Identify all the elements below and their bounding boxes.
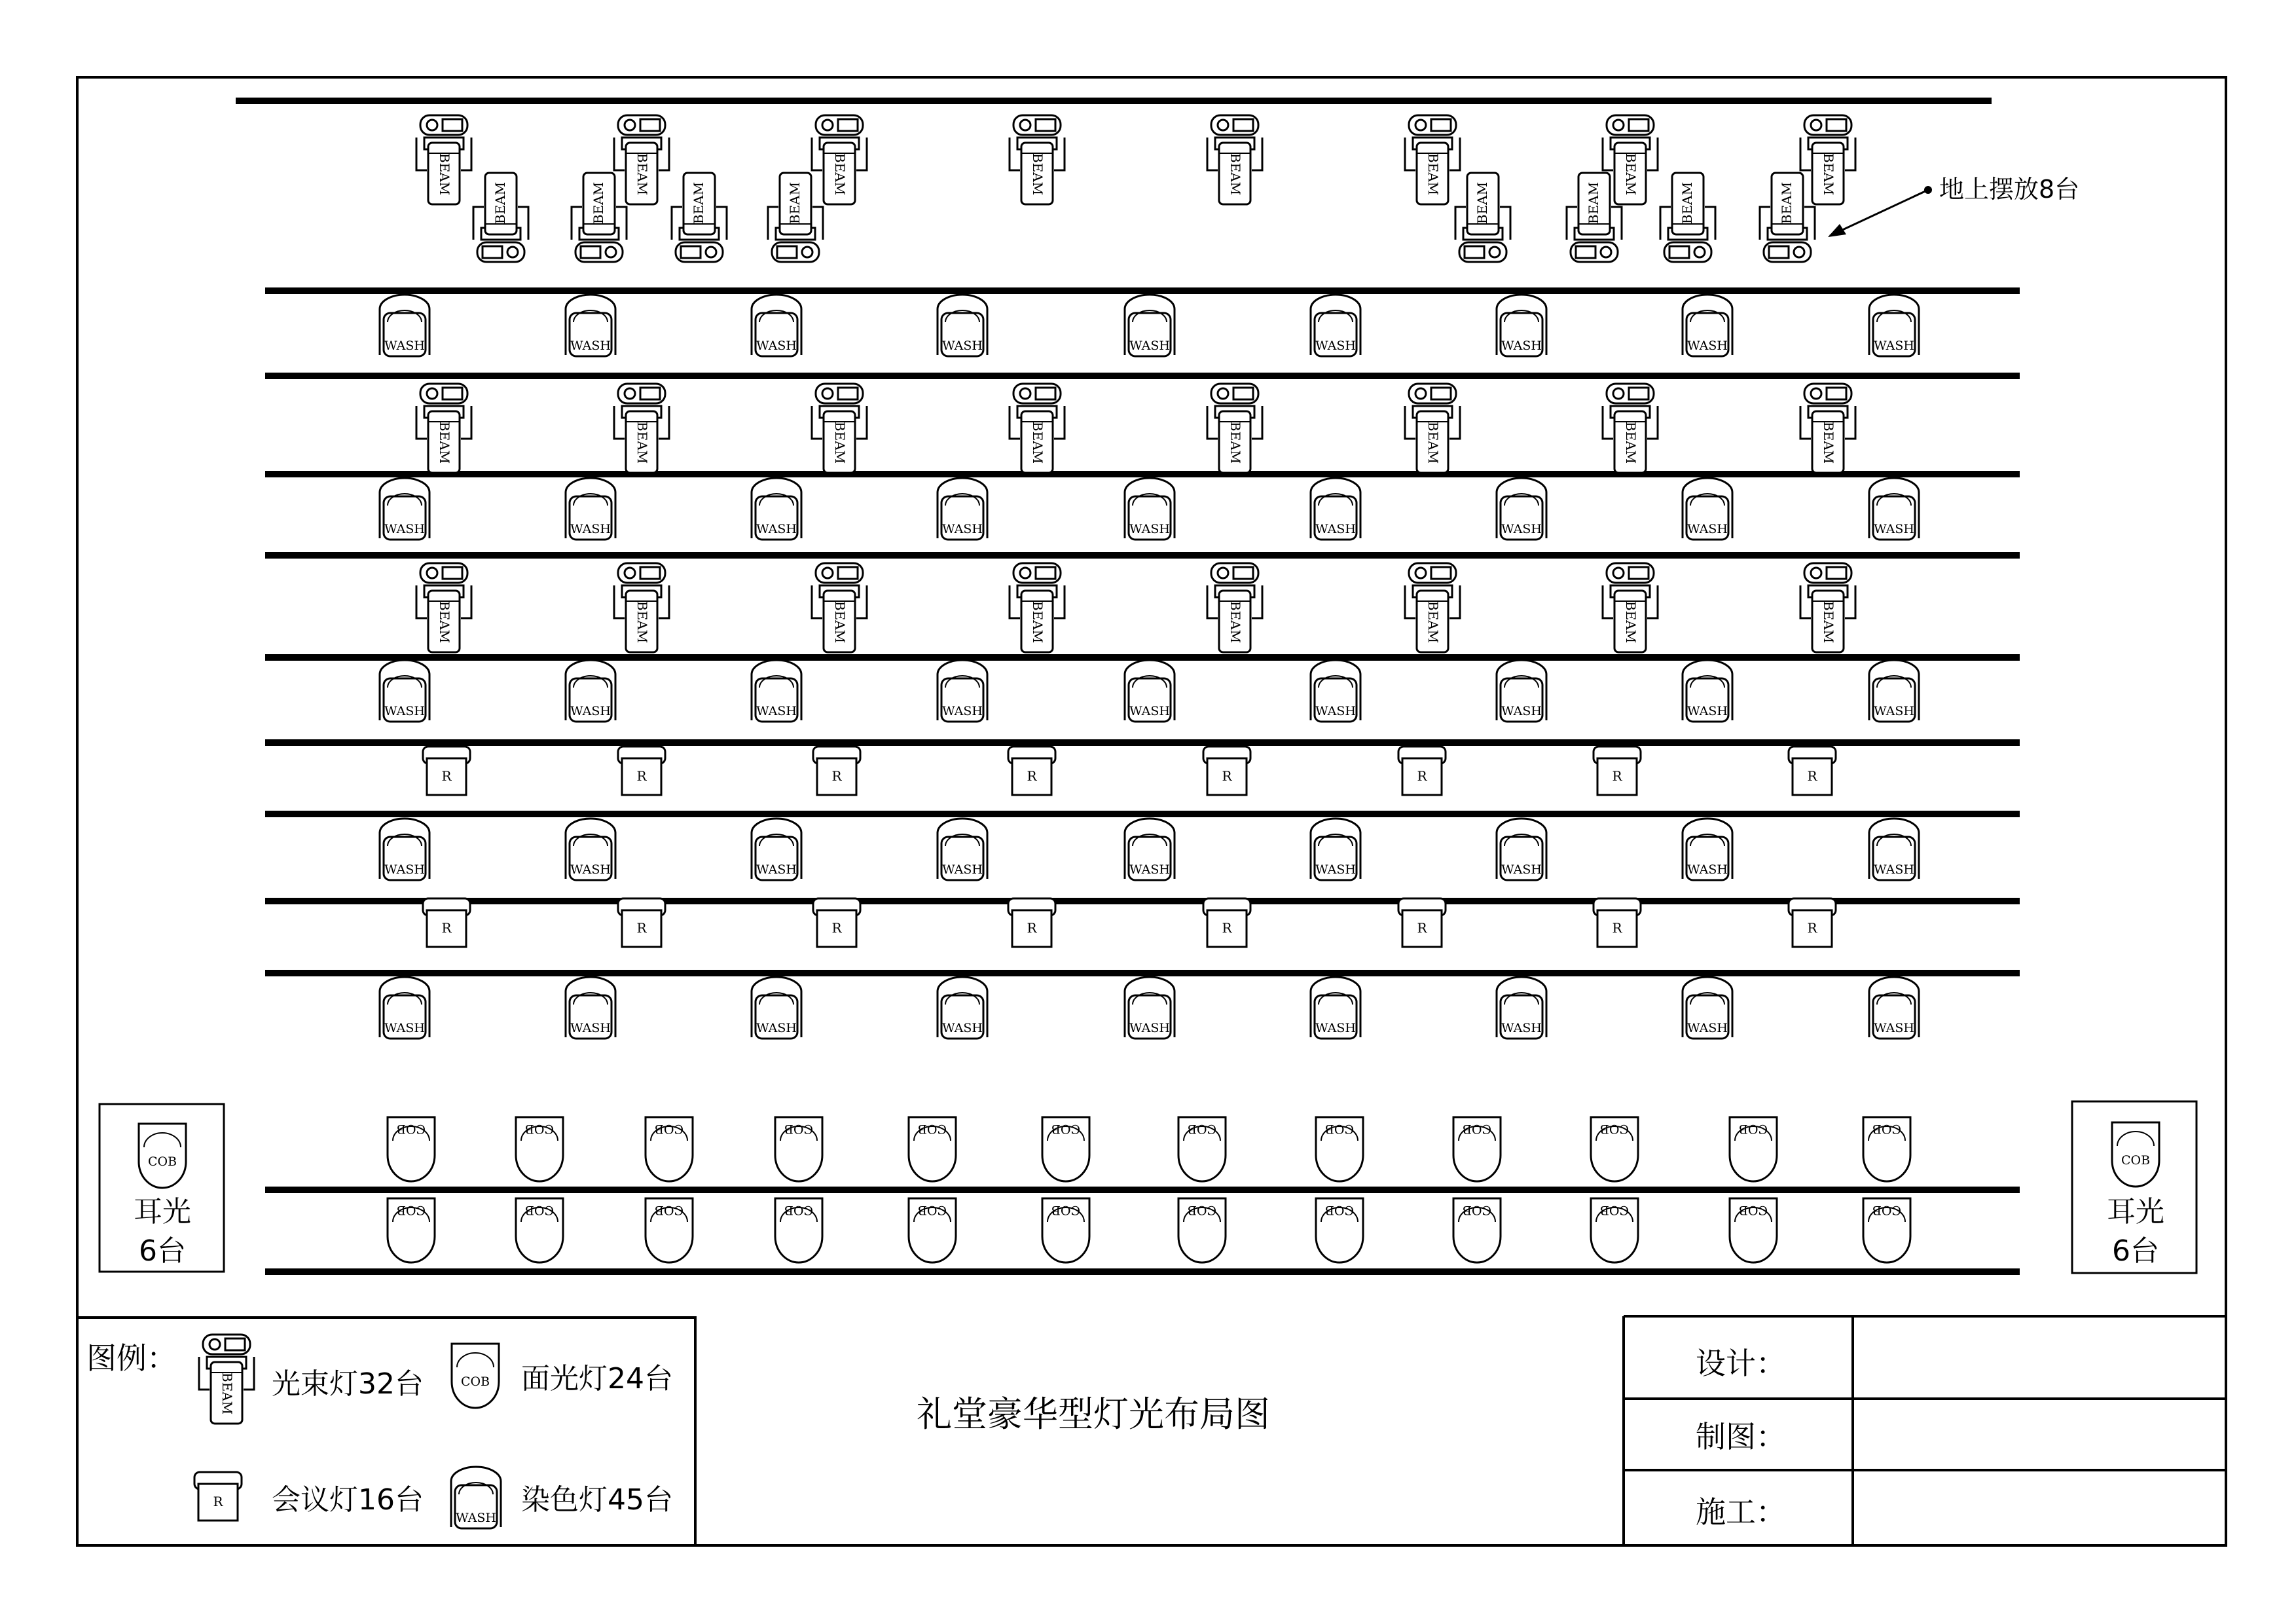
legend-cob-fixture	[452, 1344, 499, 1408]
wash-fixture	[1311, 295, 1360, 356]
wash-fixture-label: WASH	[1501, 1021, 1542, 1035]
wash-fixture	[1497, 819, 1546, 880]
wash-fixture	[566, 977, 615, 1039]
cob-fixture-label: COB	[1872, 1203, 1902, 1217]
wash-fixture-label: WASH	[756, 522, 797, 536]
wash-fixtures	[380, 295, 1919, 1039]
beam-fixture	[614, 115, 669, 204]
cob-fixture-label: COB	[1599, 1122, 1630, 1136]
legend-beam-text: 光束灯32台	[272, 1367, 424, 1401]
conference-fixture	[1398, 747, 1446, 795]
wash-fixture	[1497, 977, 1546, 1039]
wash-fixture-label: WASH	[384, 862, 425, 877]
wash-fixture	[1497, 478, 1546, 540]
wash-fixture	[566, 660, 615, 722]
conference-fixture-label: R	[1222, 768, 1232, 784]
beam-fixture-label: BEAM	[437, 600, 452, 644]
beam-fixture	[1207, 115, 1262, 204]
beam-fixture	[812, 563, 867, 652]
wash-fixture-label: WASH	[1501, 862, 1542, 877]
conference-fixture	[423, 747, 470, 795]
cob-fixture-label: COB	[1872, 1122, 1902, 1136]
conference-fixture-label: R	[1807, 920, 1817, 936]
wash-fixture	[1125, 478, 1175, 540]
floor-note: 地上摆放8台	[1939, 175, 2080, 204]
cob-fixture	[1042, 1198, 1089, 1263]
floor-note-callout	[1828, 175, 2079, 237]
wash-fixture	[1683, 819, 1732, 880]
wash-fixture-label: WASH	[1874, 704, 1914, 718]
wash-fixture	[1311, 660, 1360, 722]
wash-fixture	[752, 660, 801, 722]
wash-fixture-label: WASH	[1687, 339, 1728, 353]
beam-fixture	[1207, 384, 1262, 473]
conference-fixture	[1203, 747, 1250, 795]
wash-fixture	[1311, 977, 1360, 1039]
wash-fixture	[380, 295, 429, 356]
wash-fixture-label: WASH	[384, 704, 425, 718]
beam-fixture-label: BEAM	[437, 153, 452, 196]
legend-beam-fixture-label: BEAM	[219, 1372, 235, 1415]
wash-fixture	[1683, 660, 1732, 722]
beam-fixture-label: BEAM	[1425, 600, 1441, 644]
wash-fixture-label: WASH	[1501, 522, 1542, 536]
wash-fixture-label: WASH	[1129, 522, 1170, 536]
legend-wash-fixture	[451, 1467, 501, 1528]
conference-fixture	[1594, 898, 1641, 947]
beam-fixture	[1010, 115, 1065, 204]
wash-fixture	[752, 478, 801, 540]
beam-fixture	[614, 384, 669, 473]
floor-beam-fixture	[572, 173, 627, 262]
beam-fixture-label: BEAM	[634, 153, 650, 196]
wash-fixture-label: WASH	[570, 862, 611, 877]
cob-fixture-label: COB	[1738, 1203, 1768, 1217]
cob-fixture-label: COB	[1051, 1122, 1081, 1136]
cob-fixture-label: COB	[784, 1122, 814, 1136]
floor-beam-fixture	[1760, 173, 1815, 262]
wash-fixture	[380, 819, 429, 880]
floor-beam-fixture-label: BEAM	[1586, 181, 1601, 225]
beam-fixture-label: BEAM	[1821, 421, 1836, 464]
beam-fixture	[614, 563, 669, 652]
wash-fixture	[938, 660, 987, 722]
beam-fixture	[1603, 115, 1658, 204]
left-ear-count: 6台	[139, 1234, 186, 1268]
cob-fixture-label: COB	[1324, 1122, 1355, 1136]
cob-fixture-label: COB	[1187, 1203, 1217, 1217]
beam-fixture-label: BEAM	[1821, 600, 1836, 644]
wash-fixture-label: WASH	[1315, 1021, 1356, 1035]
wash-fixture-label: WASH	[1501, 339, 1542, 353]
floor-beam-fixture	[473, 173, 528, 262]
beam-fixture-label: BEAM	[1623, 421, 1639, 464]
drawing-title: 礼堂豪华型灯光布局图	[917, 1393, 1270, 1435]
cob-light-icon	[452, 1344, 499, 1408]
beam-light-icon	[199, 1335, 254, 1424]
floor-beam-fixture	[768, 173, 823, 262]
wash-fixture	[1125, 819, 1175, 880]
cob-fixture	[1591, 1117, 1638, 1181]
cob-fixture	[775, 1198, 822, 1263]
cob-fixture	[1863, 1117, 1910, 1181]
callout-arrowhead	[1828, 224, 1846, 237]
beam-fixture	[1800, 384, 1855, 473]
wash-fixture	[938, 295, 987, 356]
beam-fixture-label: BEAM	[1821, 153, 1836, 196]
cob-fixture-label: COB	[784, 1203, 814, 1217]
wash-fixture	[1311, 819, 1360, 880]
conference-fixture-label: R	[1417, 768, 1427, 784]
conference-fixture	[1789, 747, 1836, 795]
floor-beam-fixture-label: BEAM	[691, 181, 706, 225]
beam-fixture-label: BEAM	[634, 421, 650, 464]
wash-fixture	[380, 478, 429, 540]
wash-fixture-label: WASH	[942, 522, 983, 536]
wash-fixture-label: WASH	[1687, 1021, 1728, 1035]
cob-fixture-label: COB	[524, 1203, 555, 1217]
conference-fixture	[1789, 898, 1836, 947]
cob-fixture-label: COB	[524, 1122, 555, 1136]
cob-fixture	[1453, 1117, 1501, 1181]
floor-beam-fixture	[1567, 173, 1622, 262]
right-ear-cob-fixture	[2112, 1122, 2159, 1187]
beam-fixtures	[416, 115, 1855, 652]
floor-beam-fixture	[1455, 173, 1510, 262]
wash-light-icon	[451, 1467, 501, 1528]
wash-fixture-label: WASH	[1874, 339, 1914, 353]
conference-fixture	[813, 747, 860, 795]
wash-fixture	[1869, 295, 1919, 356]
right-ear-title: 耳光	[2107, 1195, 2164, 1228]
cob-fixture-label: COB	[654, 1203, 684, 1217]
cob-fixture	[1730, 1198, 1777, 1263]
wash-fixture-label: WASH	[384, 339, 425, 353]
cob-fixture-label: COB	[396, 1122, 426, 1136]
wash-fixture-label: WASH	[1129, 862, 1170, 877]
cob-fixture-label: COB	[1738, 1122, 1768, 1136]
wash-fixture-label: WASH	[1501, 704, 1542, 718]
beam-fixture-label: BEAM	[634, 600, 650, 644]
wash-fixture-label: WASH	[1315, 339, 1356, 353]
wash-fixture	[752, 295, 801, 356]
cob-fixture-label: COB	[1462, 1122, 1492, 1136]
beam-fixture-label: BEAM	[1228, 421, 1243, 464]
conference-fixture	[423, 898, 470, 947]
beam-fixture	[416, 384, 471, 473]
wash-fixture	[938, 977, 987, 1039]
wash-fixture-label: WASH	[570, 704, 611, 718]
wash-fixture	[1497, 295, 1546, 356]
conference-fixture-label: R	[636, 768, 647, 784]
wash-fixture	[752, 819, 801, 880]
wash-fixture-label: WASH	[1687, 522, 1728, 536]
cob-fixture	[1730, 1117, 1777, 1181]
wash-fixture	[1125, 295, 1175, 356]
cob-fixture	[1178, 1117, 1226, 1181]
wash-fixture-label: WASH	[570, 1021, 611, 1035]
cob-fixture	[1316, 1117, 1363, 1181]
wash-fixture-label: WASH	[1129, 1021, 1170, 1035]
wash-fixture	[1869, 478, 1919, 540]
wash-fixture-label: WASH	[1315, 704, 1356, 718]
conference-fixture	[1203, 898, 1250, 947]
wash-fixture-label: WASH	[756, 704, 797, 718]
cob-fixture	[1863, 1198, 1910, 1263]
wash-fixture	[1125, 660, 1175, 722]
wash-fixture-label: WASH	[756, 339, 797, 353]
beam-fixture-label: BEAM	[437, 421, 452, 464]
beam-fixture-label: BEAM	[1425, 421, 1441, 464]
conference-fixture	[1008, 898, 1055, 947]
legend-cob-fixture-label: COB	[460, 1375, 490, 1389]
cob-fixture-label: COB	[1051, 1203, 1081, 1217]
wash-fixture	[938, 478, 987, 540]
beam-fixture	[1405, 115, 1460, 204]
floor-beam-fixture-label: BEAM	[492, 181, 508, 225]
beam-fixture-label: BEAM	[1623, 153, 1639, 196]
legend-cob-text: 面光灯24台	[521, 1362, 673, 1395]
wash-fixture	[1869, 819, 1919, 880]
wash-fixture	[752, 977, 801, 1039]
beam-fixture	[1405, 563, 1460, 652]
left-ear-cob-fixture	[139, 1124, 186, 1188]
cob-fixture	[646, 1117, 693, 1181]
cob-fixture	[646, 1198, 693, 1263]
cob-fixture	[516, 1198, 563, 1263]
beam-fixture	[1800, 563, 1855, 652]
wash-fixture-label: WASH	[756, 862, 797, 877]
cob-fixture	[909, 1198, 956, 1263]
beam-fixture-label: BEAM	[1030, 600, 1046, 644]
cob-fixture	[516, 1117, 563, 1181]
wash-fixture	[938, 819, 987, 880]
wash-fixture-label: WASH	[1874, 1021, 1914, 1035]
wash-fixture	[1869, 660, 1919, 722]
cob-fixture-label: COB	[917, 1122, 947, 1136]
beam-fixture-label: BEAM	[1228, 153, 1243, 196]
wash-fixture-label: WASH	[570, 339, 611, 353]
beam-fixture-label: BEAM	[1030, 421, 1046, 464]
wash-fixture-label: WASH	[1687, 704, 1728, 718]
cob-fixture	[1316, 1198, 1363, 1263]
floor-beam-fixture	[1660, 173, 1715, 262]
beam-fixture-label: BEAM	[1228, 600, 1243, 644]
cob-fixture	[388, 1117, 435, 1181]
cob-fixture	[1178, 1198, 1226, 1263]
wash-fixture-label: WASH	[1129, 339, 1170, 353]
wash-fixture	[1683, 478, 1732, 540]
wash-fixture-label: WASH	[942, 704, 983, 718]
conference-fixture	[618, 898, 665, 947]
beam-fixture	[812, 384, 867, 473]
cob-fixture-label: COB	[1599, 1203, 1630, 1217]
floor-beam-fixture-label: BEAM	[1474, 181, 1490, 225]
conference-fixture-label: R	[1027, 920, 1037, 936]
cob-fixture	[1453, 1198, 1501, 1263]
wash-fixture-label: WASH	[942, 862, 983, 877]
right-ear-count: 6台	[2112, 1234, 2159, 1268]
drawing-label: 制图：	[1696, 1419, 1786, 1454]
conference-fixture	[618, 747, 665, 795]
conference-fixture-label: R	[831, 920, 842, 936]
conference-fixture-label: R	[831, 768, 842, 784]
cob-fixture-label: COB	[654, 1122, 684, 1136]
wash-fixture	[380, 660, 429, 722]
beam-fixture	[1800, 115, 1855, 204]
conference-fixture	[1008, 747, 1055, 795]
beam-fixture-label: BEAM	[1425, 153, 1441, 196]
wash-fixture	[1683, 977, 1732, 1039]
legend-conference-fixture	[194, 1472, 242, 1521]
beam-fixture	[1010, 563, 1065, 652]
conference-fixture	[813, 898, 860, 947]
floor-beam-fixture-label: BEAM	[591, 181, 606, 225]
legend-beam-fixture	[199, 1335, 254, 1424]
floor-beam-fixture-label: BEAM	[1679, 181, 1695, 225]
conference-fixture	[1398, 898, 1446, 947]
wash-fixture-label: WASH	[756, 1021, 797, 1035]
conference-fixture	[1594, 747, 1641, 795]
floor-beam-fixture-label: BEAM	[787, 181, 803, 225]
wash-fixture	[566, 295, 615, 356]
conference-fixture-label: R	[441, 768, 452, 784]
beam-fixture-label: BEAM	[1623, 600, 1639, 644]
cob-fixture	[1591, 1198, 1638, 1263]
conference-fixture-label: R	[441, 920, 452, 936]
wash-fixture	[1125, 977, 1175, 1039]
beam-fixture-label: BEAM	[832, 153, 848, 196]
beam-fixture	[1405, 384, 1460, 473]
conference-fixture-label: R	[1222, 920, 1232, 936]
cob-fixture	[775, 1117, 822, 1181]
cob-fixture-label: COB	[917, 1203, 947, 1217]
legend-wash-fixture-label: WASH	[456, 1511, 496, 1525]
wash-fixture-label: WASH	[1315, 862, 1356, 877]
floor-beam-fixture-label: BEAM	[1779, 181, 1795, 225]
construction-label: 施工：	[1696, 1494, 1786, 1530]
cob-fixture	[909, 1117, 956, 1181]
beam-fixture-label: BEAM	[1030, 153, 1046, 196]
legend-wash-text: 染色灯45台	[521, 1483, 673, 1517]
wash-fixture-label: WASH	[1315, 522, 1356, 536]
conference-fixture-label: R	[1807, 768, 1817, 784]
legend-conference-fixture-label: R	[213, 1494, 223, 1509]
legend-conference-text: 会议灯16台	[272, 1483, 424, 1517]
wash-fixture	[566, 819, 615, 880]
wash-fixture-label: WASH	[1874, 522, 1914, 536]
cob-fixture-label: COB	[1324, 1203, 1355, 1217]
beam-fixture	[812, 115, 867, 204]
cob-fixture	[388, 1198, 435, 1263]
beam-fixture	[1603, 384, 1658, 473]
beam-fixture-label: BEAM	[832, 600, 848, 644]
cob-fixture	[1042, 1117, 1089, 1181]
beam-fixture	[416, 563, 471, 652]
wash-fixture-label: WASH	[1687, 862, 1728, 877]
legend-title: 图例：	[86, 1340, 177, 1376]
floor-beam-fixture	[672, 173, 727, 262]
conference-fixture-label: R	[1417, 920, 1427, 936]
wash-fixture-label: WASH	[570, 522, 611, 536]
wash-fixture	[1683, 295, 1732, 356]
wash-fixture-label: WASH	[384, 522, 425, 536]
beam-fixture	[416, 115, 471, 204]
wash-fixture-label: WASH	[1874, 862, 1914, 877]
left-ear-title: 耳光	[134, 1195, 191, 1228]
beam-fixture-label: BEAM	[832, 421, 848, 464]
cob-fixture-label: COB	[1462, 1203, 1492, 1217]
wash-fixture	[1497, 660, 1546, 722]
conference-fixture-label: R	[1612, 920, 1622, 936]
wash-fixture-label: WASH	[384, 1021, 425, 1035]
cob-fixture-label: COB	[396, 1203, 426, 1217]
wash-fixture-label: WASH	[942, 339, 983, 353]
beam-fixture	[1207, 563, 1262, 652]
wash-fixture	[1311, 478, 1360, 540]
design-label: 设计：	[1696, 1346, 1786, 1381]
wash-fixture-label: WASH	[1129, 704, 1170, 718]
conference-light-icon	[194, 1472, 242, 1521]
conference-fixture-label: R	[636, 920, 647, 936]
legend	[77, 1318, 695, 1545]
wash-fixture-label: WASH	[942, 1021, 983, 1035]
wash-fixture	[1869, 977, 1919, 1039]
left-ear-cob-fixture-label: COB	[147, 1154, 177, 1169]
wash-fixture	[380, 977, 429, 1039]
cob-fixture-label: COB	[1187, 1122, 1217, 1136]
conference-fixture-label: R	[1027, 768, 1037, 784]
beam-fixture	[1010, 384, 1065, 473]
conference-fixture-label: R	[1612, 768, 1622, 784]
right-ear-cob-fixture-label: COB	[2121, 1153, 2151, 1168]
beam-fixture	[1603, 563, 1658, 652]
wash-fixture	[566, 478, 615, 540]
